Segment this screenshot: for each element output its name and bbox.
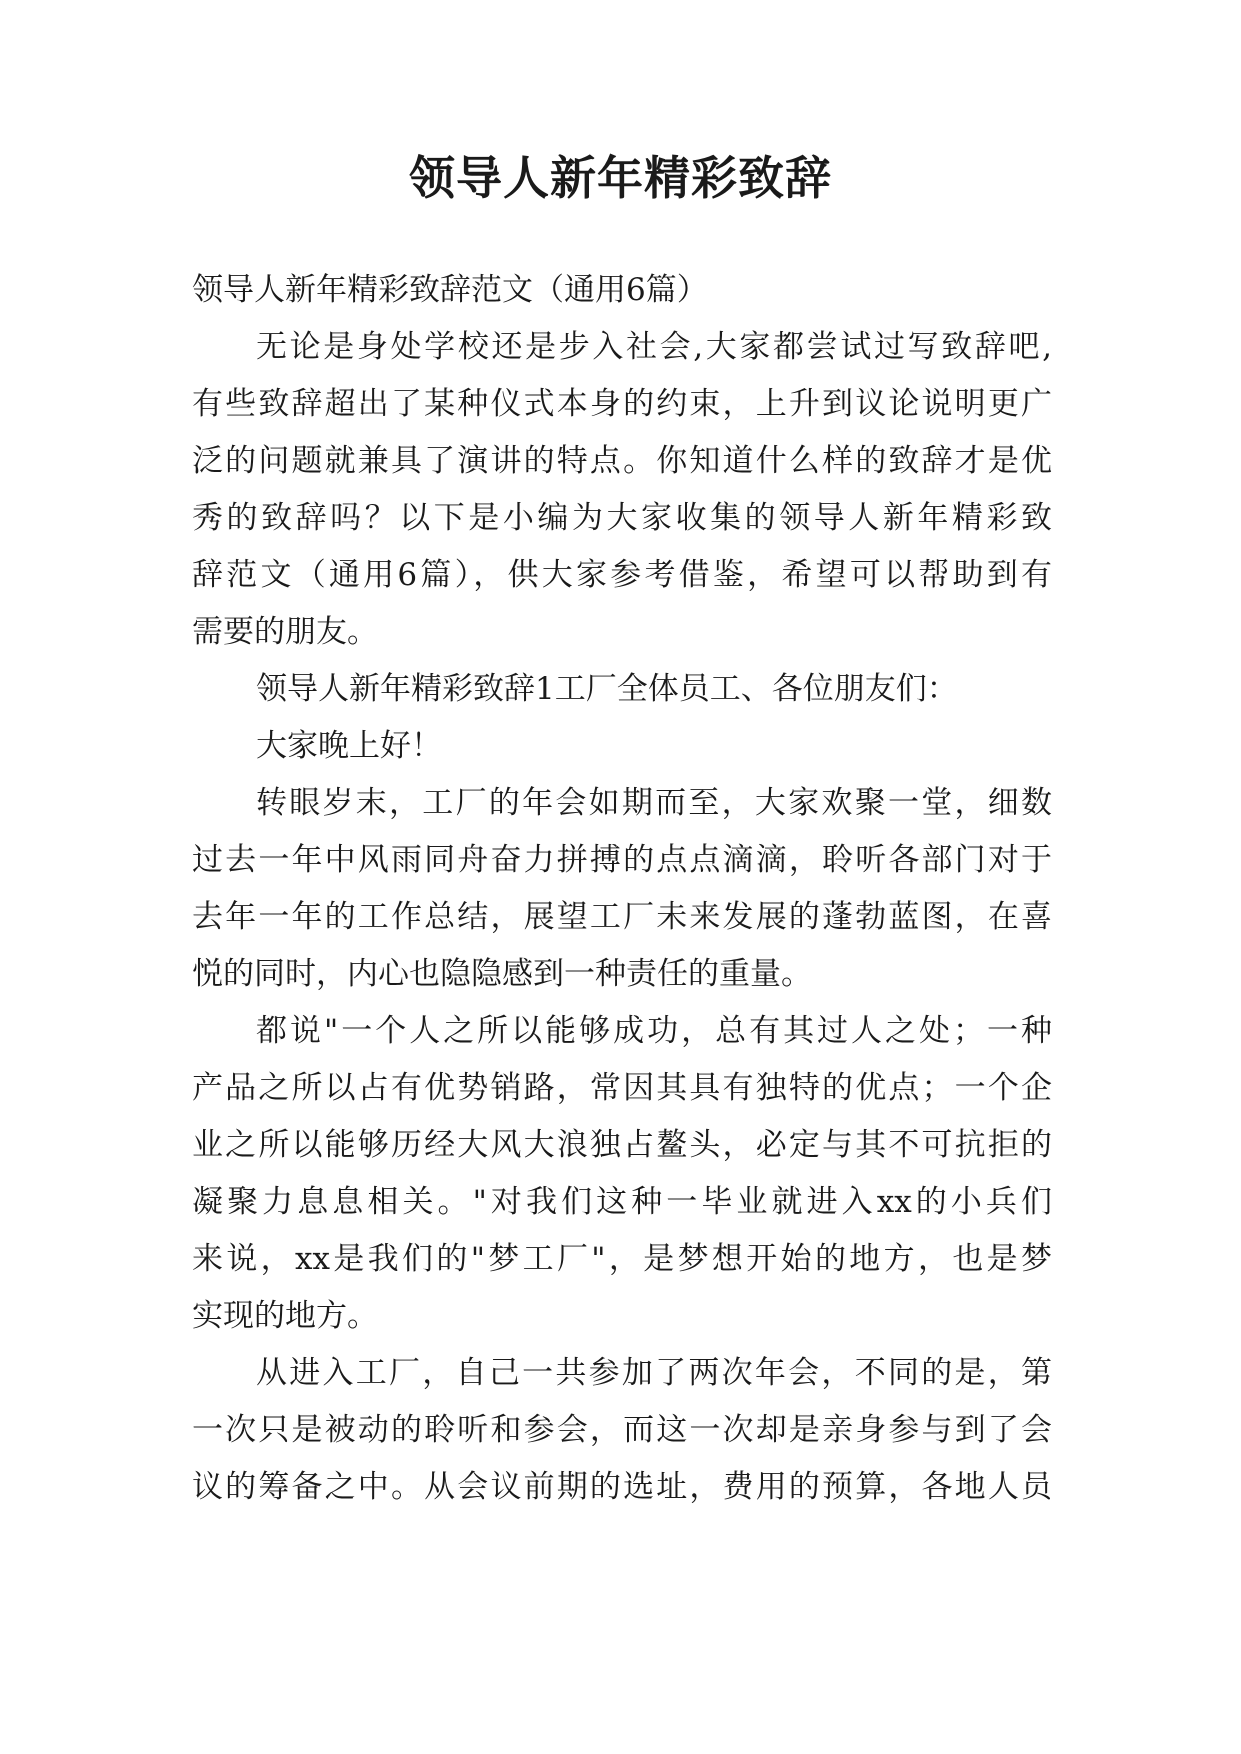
- text-line: 转眼岁末，工厂的年会如期而至，大家欢聚一堂，细数: [256, 785, 1052, 821]
- text-line: 领导人新年精彩致辞1工厂全体员工、各位朋友们：: [256, 671, 958, 707]
- text-line: 实现的地方。: [192, 1298, 378, 1334]
- text-line: 需要的朋友。: [192, 614, 378, 650]
- text-line: 一次只是被动的聆听和参会，而这一次却是亲身参与到了会: [192, 1412, 1052, 1448]
- text-line: 从进入工厂，自己一共参加了两次年会，不同的是，第: [256, 1355, 1052, 1391]
- text-line: 秀的致辞吗？以下是小编为大家收集的领导人新年精彩致: [192, 500, 1052, 536]
- text-line: 辞范文（通用6篇），供大家参考借鉴，希望可以帮助到有: [192, 557, 1052, 593]
- document-body: [192, 262, 1052, 1516]
- text-line: 大家晚上好！: [256, 728, 442, 764]
- text-line: 悦的同时，内心也隐隐感到一种责任的重量。: [192, 956, 812, 992]
- text-line: 议的筹备之中。从会议前期的选址，费用的预算，各地人员: [192, 1469, 1052, 1505]
- text-line: 领导人新年精彩致辞范文（通用6篇）: [192, 272, 708, 308]
- text-line: 过去一年中风雨同舟奋力拼搏的点点滴滴，聆听各部门对于: [192, 842, 1052, 878]
- text-line: 来说，xx是我们的"梦工厂"，是梦想开始的地方，也是梦: [192, 1241, 1052, 1277]
- text-line: 有些致辞超出了某种仪式本身的约束，上升到议论说明更广: [192, 386, 1052, 422]
- text-line: 业之所以能够历经大风大浪独占鳌头，必定与其不可抗拒的: [192, 1127, 1052, 1163]
- text-line: 无论是身处学校还是步入社会,大家都尝试过写致辞吧,: [256, 329, 1052, 365]
- text-line: 产品之所以占有优势销路，常因其具有独特的优点；一个企: [192, 1070, 1052, 1106]
- text-line: 泛的问题就兼具了演讲的特点。你知道什么样的致辞才是优: [192, 443, 1052, 479]
- document-title: 领导人新年精彩致辞: [409, 151, 832, 205]
- text-line: 去年一年的工作总结，展望工厂未来发展的蓬勃蓝图，在喜: [192, 899, 1052, 935]
- text-line: 都说"一个人之所以能够成功，总有其过人之处；一种: [256, 1013, 1052, 1049]
- text-line: 凝聚力息息相关。"对我们这种一毕业就进入xx的小兵们: [192, 1184, 1052, 1220]
